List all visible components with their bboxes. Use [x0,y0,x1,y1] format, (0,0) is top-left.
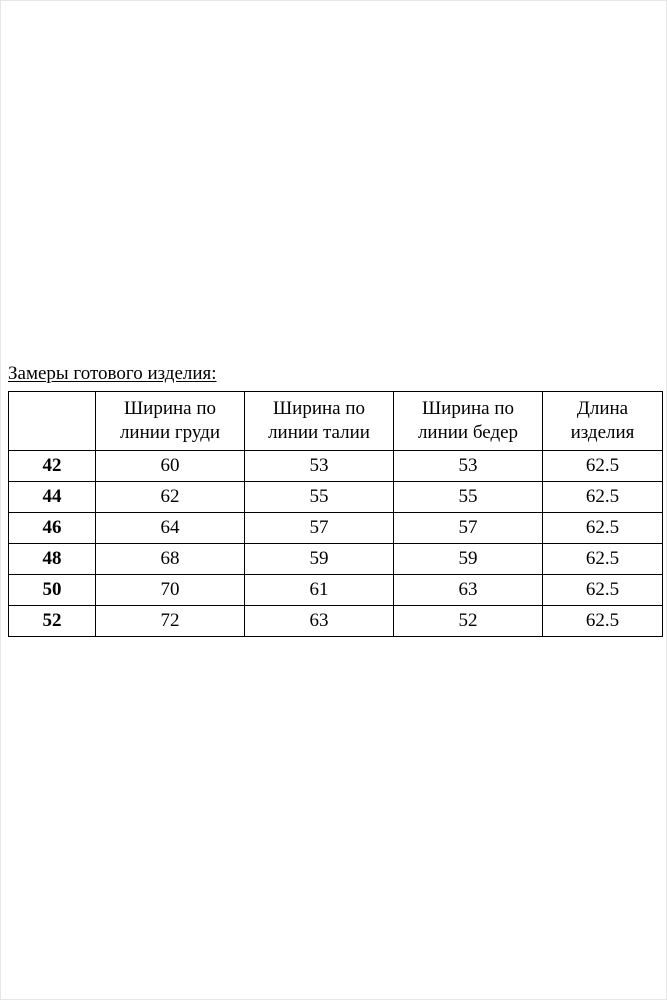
hips-cell: 63 [394,575,543,606]
chest-cell: 62 [96,482,245,513]
length-cell: 62.5 [543,482,663,513]
waist-cell: 59 [245,544,394,575]
header-length-line2: изделия [570,422,635,443]
header-waist-width [245,392,394,451]
header-size [9,392,96,451]
table-row [9,451,663,482]
header-waist-line1: Ширина по [272,398,366,419]
hips-cell: 53 [394,451,543,482]
table-row [9,544,663,575]
chest-cell: 60 [96,451,245,482]
chest-cell: 72 [96,606,245,637]
header-hips-width [394,392,543,451]
hips-cell: 57 [394,513,543,544]
waist-cell: 63 [245,606,394,637]
table-row [9,513,663,544]
size-chart-table [8,391,663,637]
chest-cell: 64 [96,513,245,544]
header-chest-width [96,392,245,451]
size-cell: 50 [9,575,96,606]
header-hips-line1: Ширина по [421,398,515,419]
chest-cell: 68 [96,544,245,575]
waist-cell: 57 [245,513,394,544]
header-chest-line2: линии груди [119,422,221,443]
length-cell: 62.5 [543,606,663,637]
hips-cell: 59 [394,544,543,575]
header-waist-line2: линии талии [268,422,370,443]
size-cell: 52 [9,606,96,637]
size-cell: 48 [9,544,96,575]
table-row [9,482,663,513]
waist-cell: 55 [245,482,394,513]
chest-cell: 70 [96,575,245,606]
header-hips-line2: линии бедер [417,422,519,443]
waist-cell: 61 [245,575,394,606]
waist-cell: 53 [245,451,394,482]
length-cell: 62.5 [543,544,663,575]
table-caption: Замеры готового изделия: [8,363,217,384]
size-cell: 44 [9,482,96,513]
hips-cell: 55 [394,482,543,513]
hips-cell: 52 [394,606,543,637]
table-row [9,606,663,637]
length-cell: 62.5 [543,451,663,482]
size-cell: 46 [9,513,96,544]
length-cell: 62.5 [543,513,663,544]
length-cell: 62.5 [543,575,663,606]
table-row [9,575,663,606]
header-chest-line1: Ширина по [123,398,217,419]
header-length-line1: Длина [576,398,629,419]
size-cell: 42 [9,451,96,482]
header-row [9,392,663,451]
header-length [543,392,663,451]
